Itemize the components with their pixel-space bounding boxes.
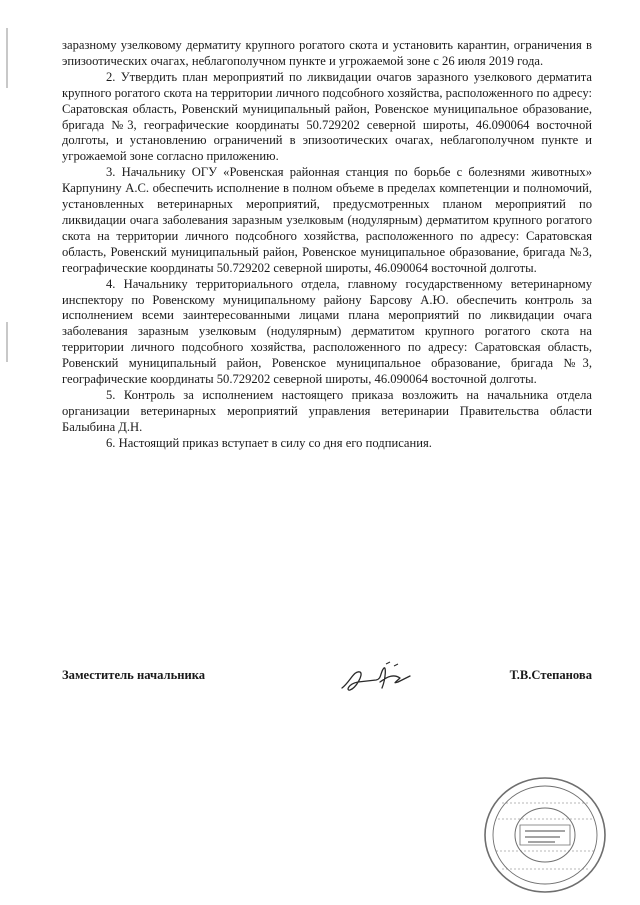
signature-block [62,668,592,688]
signatory-name: Т.В.Степанова [509,668,592,682]
handwritten-signature [336,658,416,698]
paragraph-item-6: 6. Настоящий приказ вступает в силу со дня его подписания. [106,435,432,450]
paragraph-item-5: 5. Контроль за исполнением настоящего приказа возложить на начальника отдела организации ветеринарных мероприятий управления ветеринарии Правительства области Балыбина Д.Н. [62,387,592,434]
paragraph-item-3: 3. Начальнику ОГУ «Ровенская районная станция по борьбе с болезнями животных» Карпунину А.С. обеспечить исполнение в полном объеме в пределах компетенции и полномочий, установленных ветеринарных мероприятий, предусмотренных планом мероприятий по ликвидации очага заболевания заразным узелковым (нодулярным) дерматитом крупного рогатого скота на территории личного подсобного хозяйства, расположенного по адресу: Саратовская область, Ровенский муниципальный район, Ровенское муниципальное образование, бригада №3, географические координаты 50.729202 северной широты, 46.090064 восточной долготы. [62,165,592,275]
paragraph-intro-continuation: заразному узелковому дерматиту крупного рогатого скота и установить карантин, ограничения в эпизоотических очагах, неблагополучном пункте и угрожаемой зоне с 26 июля 2019 года. [62,38,592,68]
signatory-title: Заместитель начальника [62,668,206,682]
paragraph-item-4: 4. Начальнику территориального отдела, главному государственному ветеринарному инспектору по Ровенскому муниципальному району Барсову А.Ю. обеспечить контроль за исполнением всеми заинтересованными лицами плана мероприятий по ликвидации очага заболевания заразным узелковым (нодулярным) дерматитом крупного рогатого скота на территории личного подсобного хозяйства, расположенного по адресу: Саратовская область, Ровенский муниципальный район, Ровенское муниципальное образование, бригада №3, географические координаты 50.729202 северной широты, 46.090064 восточной долготы. [62,276,592,387]
order-body [62,38,592,452]
paragraph-item-2: 2. Утвердить план мероприятий по ликвидации очагов заразного узелкового дерматита крупного рогатого скота на территории личного подсобного хозяйства, расположенного по адресу: Саратовская область, Ровенский муниципальный район, Ровенское муниципальное образование, бригада №3, географические координаты 50.729202 северной широты, 46.090064 восточной долготы, и установлению ограничений в эпизоотических очагах, неблагополучном пункте и угрожаемой зоне согласно приложению. [62,69,592,164]
official-stamp [480,773,610,898]
scan-edge-mark [6,322,8,362]
scan-edge-mark [6,28,8,88]
